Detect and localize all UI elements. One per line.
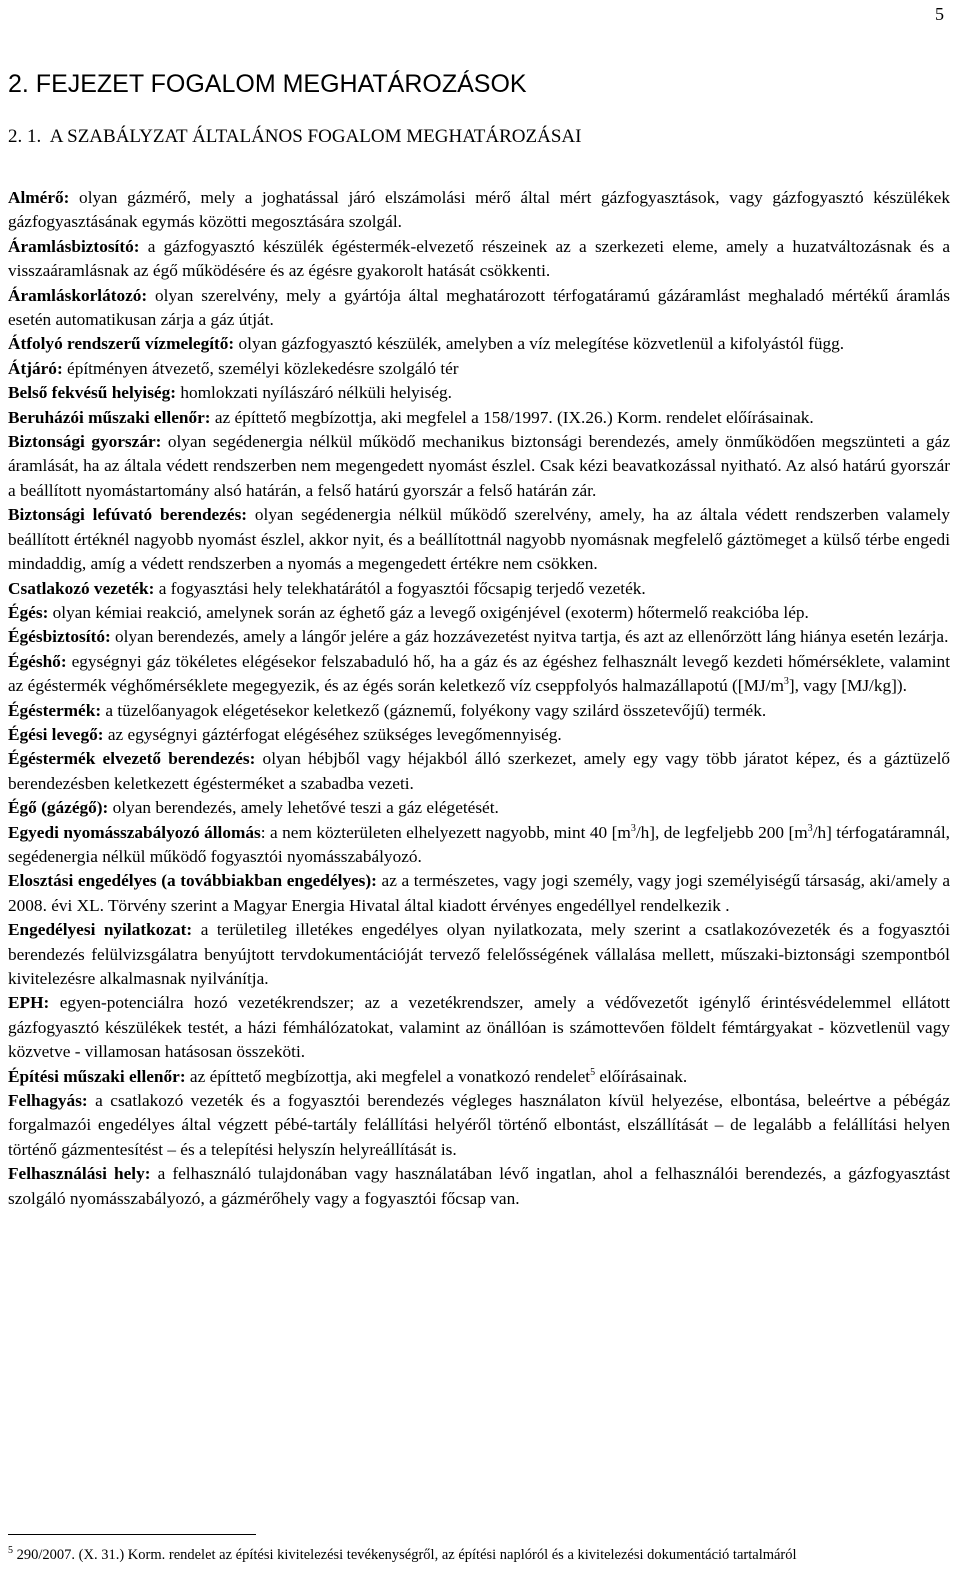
definition-term: Építési műszaki ellenőr:	[8, 1066, 186, 1086]
definition-term: Egyedi nyomásszabályozó állomás	[8, 822, 261, 842]
definition-item	[8, 430, 950, 503]
chapter-title: 2. FEJEZET FOGALOM MEGHATÁROZÁSOK	[8, 70, 527, 98]
definition-item	[8, 503, 950, 576]
definition-item	[8, 406, 950, 430]
definition-body: olyan kémiai reakció, amelynek során az éghető gáz a levegő oxigénjével (exoterm) hőtermelő reakcióba lép.	[48, 602, 809, 622]
definition-body: az a természetes, vagy jogi személy, vagy jogi személyiségű társaság, aki/amely a 2008. évi XL. Törvény szerint a Magyar Energia Hivatal által kiadott érvényes engedéllyel rendelkezik .	[8, 871, 950, 915]
definition-item	[8, 381, 950, 405]
definition-term: Égéshő:	[8, 651, 67, 671]
definition-body: olyan hébjből vagy héjakból álló szerkezet, amely egy vagy több járatot képez, és a gáztüzelő berendezésben keletkezett égésterméket a szabadba vezeti.	[8, 749, 951, 793]
definition-term: Elosztási engedélyes (a továbbiakban engedélyes):	[8, 871, 377, 891]
definition-body: a felhasználó tulajdonában vagy használatában lévő ingatlan, ahol a felhasználói berendezés, a gázfogyasztást szolgáló nyomásszabályozó, a gázmérőhely vagy a fogyasztói főcsap van.	[8, 1164, 950, 1208]
definition-body: építményen átvezető, személyi közlekedésre szolgáló tér	[62, 358, 459, 378]
definition-body: a területileg illetékes engedélyes olyan nyilatkozata, mely szerint a csatlakozóvezeték és a fogyasztói berendezés felülvizsgálatra benyújtott tervdokumentációját tervező felelősségének vállalása mellett, műszaki-biztonsági szempontból kivitelezésre alkalmasnak nyilvánítja.	[8, 920, 951, 988]
definition-tail: /h], de legfeljebb 200 [m	[635, 822, 808, 842]
definition-tail: /h] térfogatáramnál, segédenergia nélkül működő fogyasztói nyomásszabályozó.	[8, 822, 950, 866]
definition-item	[8, 1089, 950, 1162]
definition-tail: ], vagy [MJ/kg]).	[788, 676, 907, 696]
definition-item	[8, 918, 950, 991]
definition-body: olyan gázfogyasztó készülék, amelyben a víz melegítése közvetlenül a kifolyástól függ.	[234, 334, 845, 354]
definition-item	[8, 796, 950, 820]
definition-item	[8, 601, 950, 625]
definition-term: Felhagyás:	[8, 1091, 88, 1111]
definition-item	[8, 747, 950, 796]
definition-term: Égő (gázégő):	[8, 798, 109, 818]
definition-term: Biztonsági lefúvató berendezés:	[8, 505, 248, 525]
definition-item	[8, 1162, 950, 1211]
footnote	[8, 1547, 948, 1564]
definition-term: Belső fekvésű helyiség:	[8, 383, 177, 403]
definition-term: Áramlásbiztosító:	[8, 236, 140, 256]
definition-item	[8, 284, 950, 333]
definition-term: Égéstermék:	[8, 700, 102, 720]
definition-item	[8, 1065, 950, 1089]
definition-body: egyen-potenciálra hozó vezetékrendszer; az a vezetékrendszer, amely a védővezetőt igénylő érintésvédelemmel ellátott gázfogyasztó készülékek testét, a házi fémhálózatokat, valamint az önállóan is számottevően földelt fémtárgyakat - közvetlenül vagy közvetve - villamosan hatásosan összeköti.	[8, 993, 950, 1062]
definition-body: olyan szerelvény, mely a gyártója által meghatározott térfogatáramú gázáramlást meghaladó mértékű áramlás esetén automatikusan zárja a gáz útját.	[8, 285, 950, 330]
definitions-list	[8, 186, 950, 1211]
definition-term: Felhasználási hely:	[8, 1164, 151, 1184]
definition-item	[8, 699, 950, 723]
definition-term: Csatlakozó vezeték:	[8, 578, 155, 598]
definition-term: Égési levegő:	[8, 724, 104, 744]
footnote-rule	[8, 1534, 256, 1535]
definition-item	[8, 625, 950, 649]
footnote-text: 290/2007. (X. 31.) Korm. rendelet az építési kivitelezési tevékenységről, az építési naplóról és a kivitelezési dokumentáció tartalmáról	[13, 1547, 797, 1563]
definition-body: olyan segédenergia nélkül működő mechanikus biztonsági berendezés, amely önműködően megszünteti a gáz áramlását, ha az általa védett rendszerben nem megengedett nyomást észlel. Csak kézi beavatkozással nyitható. Az alsó határú gyorszár a beállított nyomástartomány alsó határán, a felső határú gyorszár a felső határán zár.	[8, 432, 950, 500]
definition-item	[8, 332, 950, 356]
definition-tail: előírásainak.	[595, 1066, 688, 1086]
definition-body: egységnyi gáz tökéletes elégésekor felszabaduló hő, ha a gáz és az égéshez felhasznált levegő kezdeti hőmérséklete, valamint az égéstermék véghőmérséklete megegyezik, és az égés során keletkező víz cseppfolyós halmazállapotú ([MJ/m	[8, 651, 950, 696]
definition-term: Biztonsági gyorszár:	[8, 432, 162, 452]
footnote-mark: 5	[8, 1545, 13, 1557]
section-title: 2. 1. A SZABÁLYZAT ÁLTALÁNOS FOGALOM MEGHATÁROZÁSAI	[8, 126, 582, 147]
definition-item	[8, 357, 950, 381]
definition-body: olyan berendezés, amely a lángőr jelére a gáz hozzávezetést nyitva tartja, és azt az ellenőrzött láng hiánya esetén lezárja.	[110, 627, 949, 647]
definition-body: a tüzelőanyagok elégetésekor keletkező (gáznemű, folyékony vagy szilárd összetevőjű) termék.	[101, 700, 767, 720]
definition-item	[8, 723, 950, 747]
definition-body: olyan gázmérő, mely a joghatással járó elszámolási mérő által mért gázfogyasztások, vagy gázfogyasztó készülékek gázfogyasztásának egymás közötti megosztására szolgál.	[8, 188, 950, 232]
definition-term: EPH:	[8, 993, 50, 1013]
definition-body: az egységnyi gáztérfogat elégéséhez szükséges levegőmennyiség.	[103, 724, 562, 744]
definition-term: Átjáró:	[8, 358, 63, 378]
definition-superscript: 3	[807, 822, 813, 834]
definition-body: a fogyasztási hely telekhatárától a fogyasztói főcsapig terjedő vezeték.	[154, 578, 646, 598]
definition-body: a gázfogyasztó készülék égéstermék-elvezető részeinek az a szerkezeti eleme, amely a huzatváltozásnak és a visszaáramlásnak az égő működésére és az égésre gyakorolt hatását csökkenti.	[8, 236, 950, 281]
definition-body: : a nem közterületen elhelyezett nagyobb, mint 40 [m	[260, 822, 631, 842]
definition-term: Almérő:	[8, 188, 70, 207]
definition-term: Beruházói műszaki ellenőr:	[8, 407, 211, 427]
definition-item	[8, 235, 950, 284]
definition-body: olyan segédenergia nélkül működő szerelvény, amely, ha az általa védett rendszerben valamely beállított értéknél nagyobb nyomást észlel, akkor nyit, és a beállítottnál nagyobb nyomásnak megfelelő gáztömeget a külső térbe engedi mindaddig, amíg a védett rendszerben a nyomás a megengedett értékre nem csökken.	[8, 505, 950, 574]
definition-body: homlokzati nyílászáró nélküli helyiség.	[176, 383, 452, 403]
definition-item	[8, 186, 950, 235]
definition-body: az építtető megbízottja, aki megfelel a 158/1997. (IX.26.) Korm. rendelet előírásainak.	[210, 407, 814, 427]
definition-superscript: 3	[630, 822, 636, 834]
definition-term: Engedélyesi nyilatkozat:	[8, 920, 193, 940]
definition-body: olyan berendezés, amely lehetővé teszi a gáz elégetését.	[108, 798, 499, 818]
definition-term: Átfolyó rendszerű vízmelegítő:	[8, 334, 235, 354]
definition-body: az építtető megbízottja, aki megfelel a vonatkozó rendelet	[185, 1066, 591, 1086]
definition-term: Égésbiztosító:	[8, 627, 111, 647]
definition-term: Égés:	[8, 602, 49, 622]
definition-term: Áramláskorlátozó:	[8, 285, 148, 305]
definition-item	[8, 577, 950, 601]
definition-superscript: 3	[783, 676, 789, 688]
definition-term: Égéstermék elvezető berendezés:	[8, 749, 256, 769]
page-number: 5	[935, 4, 944, 24]
definition-item	[8, 821, 950, 870]
definition-superscript: 5	[590, 1066, 596, 1078]
definition-item	[8, 650, 950, 699]
definition-item	[8, 869, 950, 918]
definition-item	[8, 991, 950, 1064]
definition-body: a csatlakozó vezeték és a fogyasztói berendezés végleges használaton kívül helyezése, elbontása, beleértve a pébégáz forgalmazói engedélyes által végzett pébé-tartály felállítási helyéről történő elbontást, elszállítását – de legalább a felállítási helyen történő gázmentesítést – és a telepítési helyszín helyreállítását is.	[8, 1091, 950, 1159]
